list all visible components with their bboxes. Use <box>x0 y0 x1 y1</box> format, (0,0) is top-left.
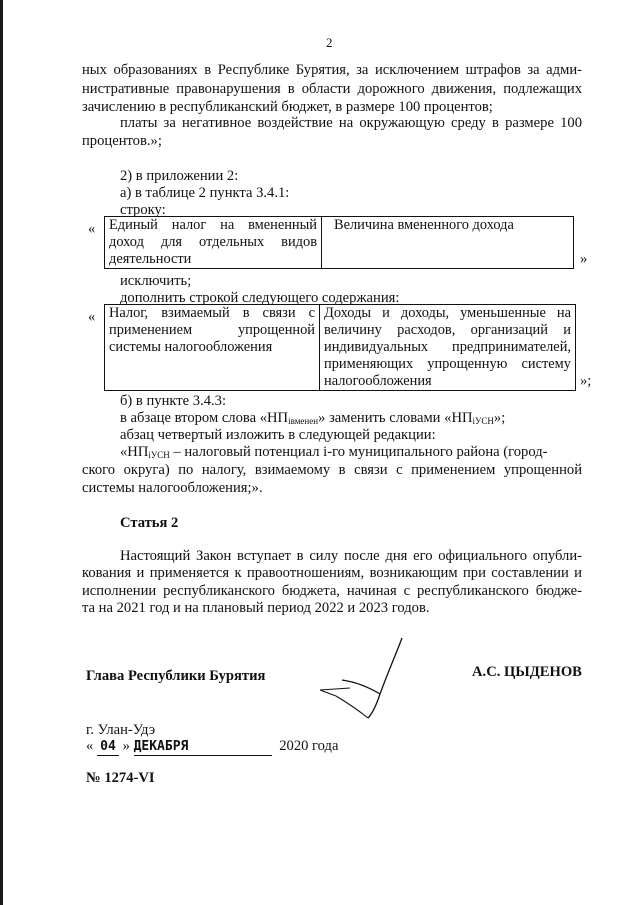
intro-line-1: ных образованиях в Республике Бурятия, за исключением штрафов за адми- <box>82 62 582 78</box>
annex-item-a: а) в таблице 2 пункта 3.4.1: <box>120 185 290 201</box>
table2-close-quote: »; <box>580 373 592 389</box>
table2-cell-base <box>320 305 576 391</box>
para4-instruction: абзац четвертый изложить в следующей редакции: <box>120 427 436 443</box>
table1-c1-line3: деятельности <box>109 251 192 267</box>
article-2-line-4: та на 2021 год и на плановый период 2022 и 2023 годов. <box>82 600 430 616</box>
intro-line-4: платы за негативное воздействие на окружающую среду в размере 100 <box>120 115 582 131</box>
quote-line-2: ского округа) по налогу, взимаемому в связи с применением упрощенной <box>82 462 582 478</box>
table2-c2-line1: Доходы и доходы, уменьшенные на <box>324 305 571 321</box>
table2-c2-line3: индивидуальных предпринимателей, <box>324 339 571 355</box>
quote-line-1: «$НП_{iУСН}$ – налоговый потенциал i-го муниципального района (город- <box>120 444 548 460</box>
table1-row <box>105 217 574 269</box>
table1-cell-tax <box>105 217 322 269</box>
date-close-quote: » <box>122 738 130 754</box>
table-1 <box>104 216 574 269</box>
quote-line-3: системы налогообложения;». <box>82 480 263 496</box>
add-row-text: дополнить строкой следующего содержания: <box>120 290 400 306</box>
table2-cell-tax <box>105 305 320 391</box>
table1-c1-line1: Единый налог на вмененный <box>109 217 317 233</box>
exclude-text: исключить; <box>120 273 192 289</box>
intro-line-3: зачислению в республиканский бюджет, в размере 100 процентов; <box>82 99 493 115</box>
table2-c2-line5: налогообложения <box>324 373 432 389</box>
annex-row-word: строку: <box>120 202 166 218</box>
table1-c1-line2: доход для отдельных видов <box>109 234 317 250</box>
article-2-title: Статья 2 <box>120 515 179 531</box>
place: г. Улан-Удэ <box>86 722 156 738</box>
date-day: 04 <box>97 738 119 756</box>
date-open-quote: « <box>86 738 94 754</box>
date-month: ДЕКАБРЯ <box>134 738 272 756</box>
table-2 <box>104 304 576 391</box>
table1-cell-base <box>322 217 574 269</box>
intro-line-5: процентов.»; <box>82 133 162 149</box>
intro-line-2: нистративные правонарушения в области дорожного движения, подлежащих <box>82 81 582 97</box>
scan-edge <box>0 0 3 905</box>
page-number: 2 <box>326 35 333 50</box>
handwritten-signature <box>316 636 420 722</box>
para2-instruction: в абзаце втором слова «$НП_{iвменен}$» заменить словами «$НП_{iУСН}$»; <box>120 410 506 426</box>
date-line <box>86 738 338 756</box>
table2-c2-line2: величину расходов, организаций и <box>324 322 571 338</box>
table2-c2-line4: применяющих упрощенную систему <box>324 356 571 372</box>
table2-row <box>105 305 576 391</box>
table1-c2-line1: Величина вмененного дохода <box>334 217 514 233</box>
item-b: б) в пункте 3.4.3: <box>120 393 227 409</box>
table2-c1-line3: системы налогообложения <box>109 339 273 355</box>
table1-close-quote: » <box>580 251 588 267</box>
annex-item-2: 2) в приложении 2: <box>120 168 239 184</box>
signatory-position: Глава Республики Бурятия <box>86 668 266 684</box>
article-2-line-1: Настоящий Закон вступает в силу после дня его официального опубли- <box>120 548 582 564</box>
article-2-line-2: кования и применяется к правоотношениям, возникающим при составлении и <box>82 565 582 581</box>
law-number: № 1274-VI <box>86 770 155 786</box>
table2-c1-line1: Налог, взимаемый в связи с <box>109 305 315 321</box>
article-2-line-3: исполнении республиканского бюджета, начиная с республиканского бюдже- <box>82 583 582 599</box>
date-year: 2020 года <box>279 738 339 754</box>
table2-open-quote: « <box>88 309 96 325</box>
table2-c1-line2: применением упрощенной <box>109 322 315 338</box>
signatory-name: А.С. ЦЫДЕНОВ <box>472 664 582 680</box>
table1-open-quote: « <box>88 221 96 237</box>
